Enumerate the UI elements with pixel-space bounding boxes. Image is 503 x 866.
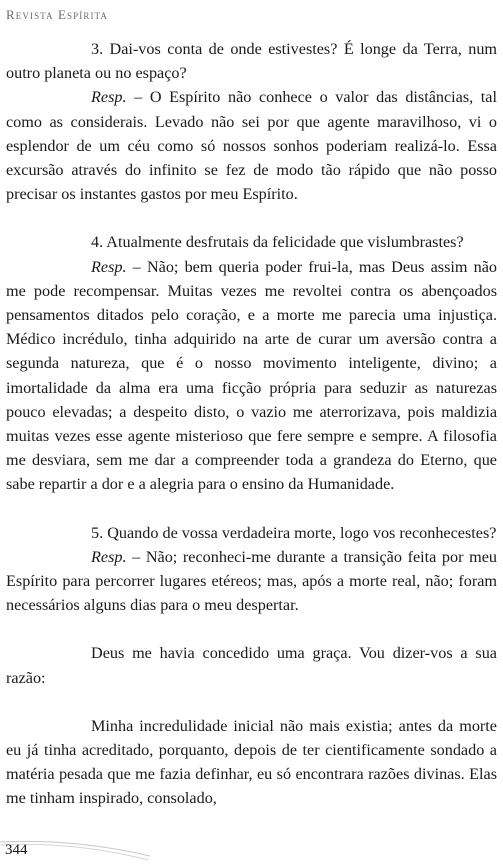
page-number: 344: [5, 842, 28, 858]
question-3: 3. Dai-vos conta de onde estivestes? É longe da Terra, num outro planeta ou no espaço?: [6, 40, 497, 83]
page-body: [6, 37, 497, 811]
resp-label: Resp.: [91, 547, 127, 566]
paragraph: Deus me havia concedido uma graça. Vou dizer-vos a sua razão:: [6, 644, 497, 687]
answer-text: – Não; bem queria poder frui-la, mas Deus assim não me pode recompensar. Muitas vezes me revoltei contra os abençoados pensamentos ditados pelo coração, e a morte me parecia uma injustiça. Médico incrédulo, tinha adquirido na arte de curar um aversão contra a segunda natureza, que é o nosso movimento inteligente, divino; a imortalidade da alma era uma ficção própria para seduzir as naturezas pouco elevadas; a despeito disto, o vazio me aterrorizava, pois maldizia muitas vezes esse agente misterioso que fere sempre e sempre. A filosofia me desviara, sem me dar a compreender toda a grandeza do Eterno, que sabe repartir a dor e a alegria para o ensino da Humanidade.: [6, 257, 497, 494]
question-4: 4. Atualmente desfrutais da felicidade que vislumbrastes?: [91, 233, 464, 252]
answer-text: – O Espírito não conhece o valor das distâncias, tal como as considerais. Levado não sei por que agente maravilhoso, vi o esplendor de um céu como só nossos sonhos poderiam realizá-lo. Essa excursão através do infinito se fez de modo tão rápido que não posso precisar os instantes gastos por meu Espírito.: [6, 88, 497, 204]
answer-4: [6, 255, 497, 497]
answer-5: [6, 545, 497, 618]
paragraph: Minha incredulidade inicial não mais existia; antes da morte eu já tinha acreditado, porquanto, depois de ter cientificamente sondado a matéria pesada que me fazia definhar, eu só encontrara razões divinas. Elas me tinham inspirado, consolado,: [6, 716, 497, 808]
running-head: Revista Espírita: [6, 7, 109, 22]
answer-3: [6, 85, 497, 206]
resp-label: Resp.: [91, 257, 127, 276]
answer-text: – Não; reconheci-me durante a transição feita por meu Espírito para percorrer lugares etéreos; mas, após a morte real, não; foram necessários alguns dias para o meu despertar.: [6, 547, 497, 615]
question-5: 5. Quando de vossa verdadeira morte, logo vos reconhecestes?: [91, 523, 497, 542]
resp-label: Resp.: [91, 88, 127, 107]
